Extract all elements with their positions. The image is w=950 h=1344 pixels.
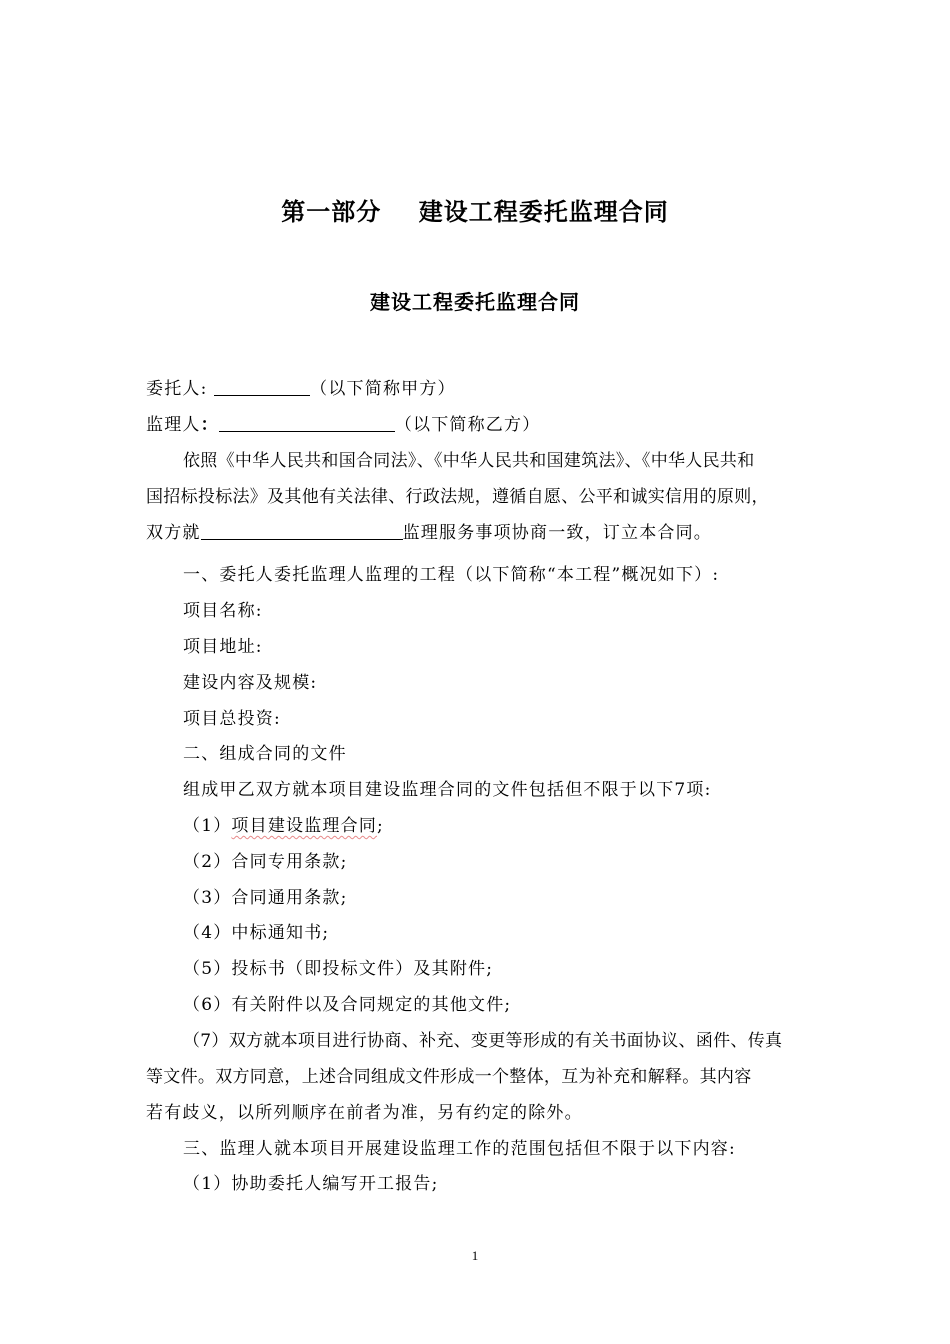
section-2-intro: 组成甲乙双方就本项目建设监理合同的文件包括但不限于以下7项: xyxy=(183,780,712,800)
item-1-number: （1） xyxy=(183,816,232,836)
supervisor-label: 监理人 xyxy=(146,415,201,435)
part-title: 第一部分 建设工程委托监理合同 xyxy=(281,198,669,226)
item-1-end: ; xyxy=(377,816,384,836)
contract-doc-item-6: （6）有关附件以及合同规定的其他文件; xyxy=(183,995,512,1015)
contract-doc-item-7-line-2: 等文件。双方同意，上述合同组成文件形成一个整体，互为补充和解释。其内容 xyxy=(146,1067,752,1087)
page-number: 1 xyxy=(471,1248,479,1263)
scope-item-1: （1）协助委托人编写开工报告; xyxy=(183,1174,439,1194)
contract-doc-item-5: （5）投标书（即投标文件）及其附件; xyxy=(183,959,494,979)
contract-doc-item-7-line-1: （7）双方就本项目进行协商、补充、变更等形成的有关书面协议、函件、传真 xyxy=(183,1031,783,1051)
contract-doc-item-3: （3）合同通用条款; xyxy=(183,888,348,908)
section-3-heading: 三、监理人就本项目开展建设监理工作的范围包括但不限于以下内容: xyxy=(183,1139,736,1159)
preamble-line-3-suffix: 监理服务事项协商一致，订立本合同。 xyxy=(402,523,713,543)
preamble-line-1: 依照《中华人民共和国合同法》、《中华人民共和国建筑法》、《中华人民共和 xyxy=(183,451,755,471)
supervisor-note: （以下简称乙方） xyxy=(394,415,541,435)
client-blank xyxy=(214,377,310,396)
preamble-line-3-prefix: 双方就 xyxy=(146,523,201,543)
client-line xyxy=(146,375,810,403)
client-label: 委托人: xyxy=(146,379,208,399)
contract-doc-item-2: （2）合同专用条款; xyxy=(183,852,348,872)
field-project-name: 项目名称: xyxy=(183,601,263,621)
document-title: 建设工程委托监理合同 xyxy=(370,290,580,314)
item-1-text: 项目建设监理合同 xyxy=(231,816,378,836)
preamble-line-3 xyxy=(146,519,810,547)
supervisor-blank xyxy=(219,413,395,432)
project-blank xyxy=(201,521,403,540)
contract-doc-item-7-line-3: 若有歧义，以所列顺序在前者为准，另有约定的除外。 xyxy=(146,1103,583,1123)
section-2-heading: 二、组成合同的文件 xyxy=(183,744,347,764)
field-construction-scope: 建设内容及规模: xyxy=(183,673,318,693)
contract-doc-item-1 xyxy=(183,812,810,840)
contract-doc-item-4: （4）中标通知书; xyxy=(183,923,330,943)
field-total-investment: 项目总投资: xyxy=(183,709,281,729)
section-1-heading: 一、委托人委托监理人监理的工程（以下简称“本工程”概况如下）: xyxy=(183,565,720,585)
field-project-address: 项目地址: xyxy=(183,637,263,657)
supervisor-line xyxy=(146,411,810,439)
preamble-line-2: 国招标投标法》及其他有关法律、行政法规，遵循自愿、公平和诚实信用的原则， xyxy=(146,487,769,507)
client-note: （以下简称甲方） xyxy=(310,379,456,399)
supervisor-colon: ： xyxy=(200,415,219,435)
